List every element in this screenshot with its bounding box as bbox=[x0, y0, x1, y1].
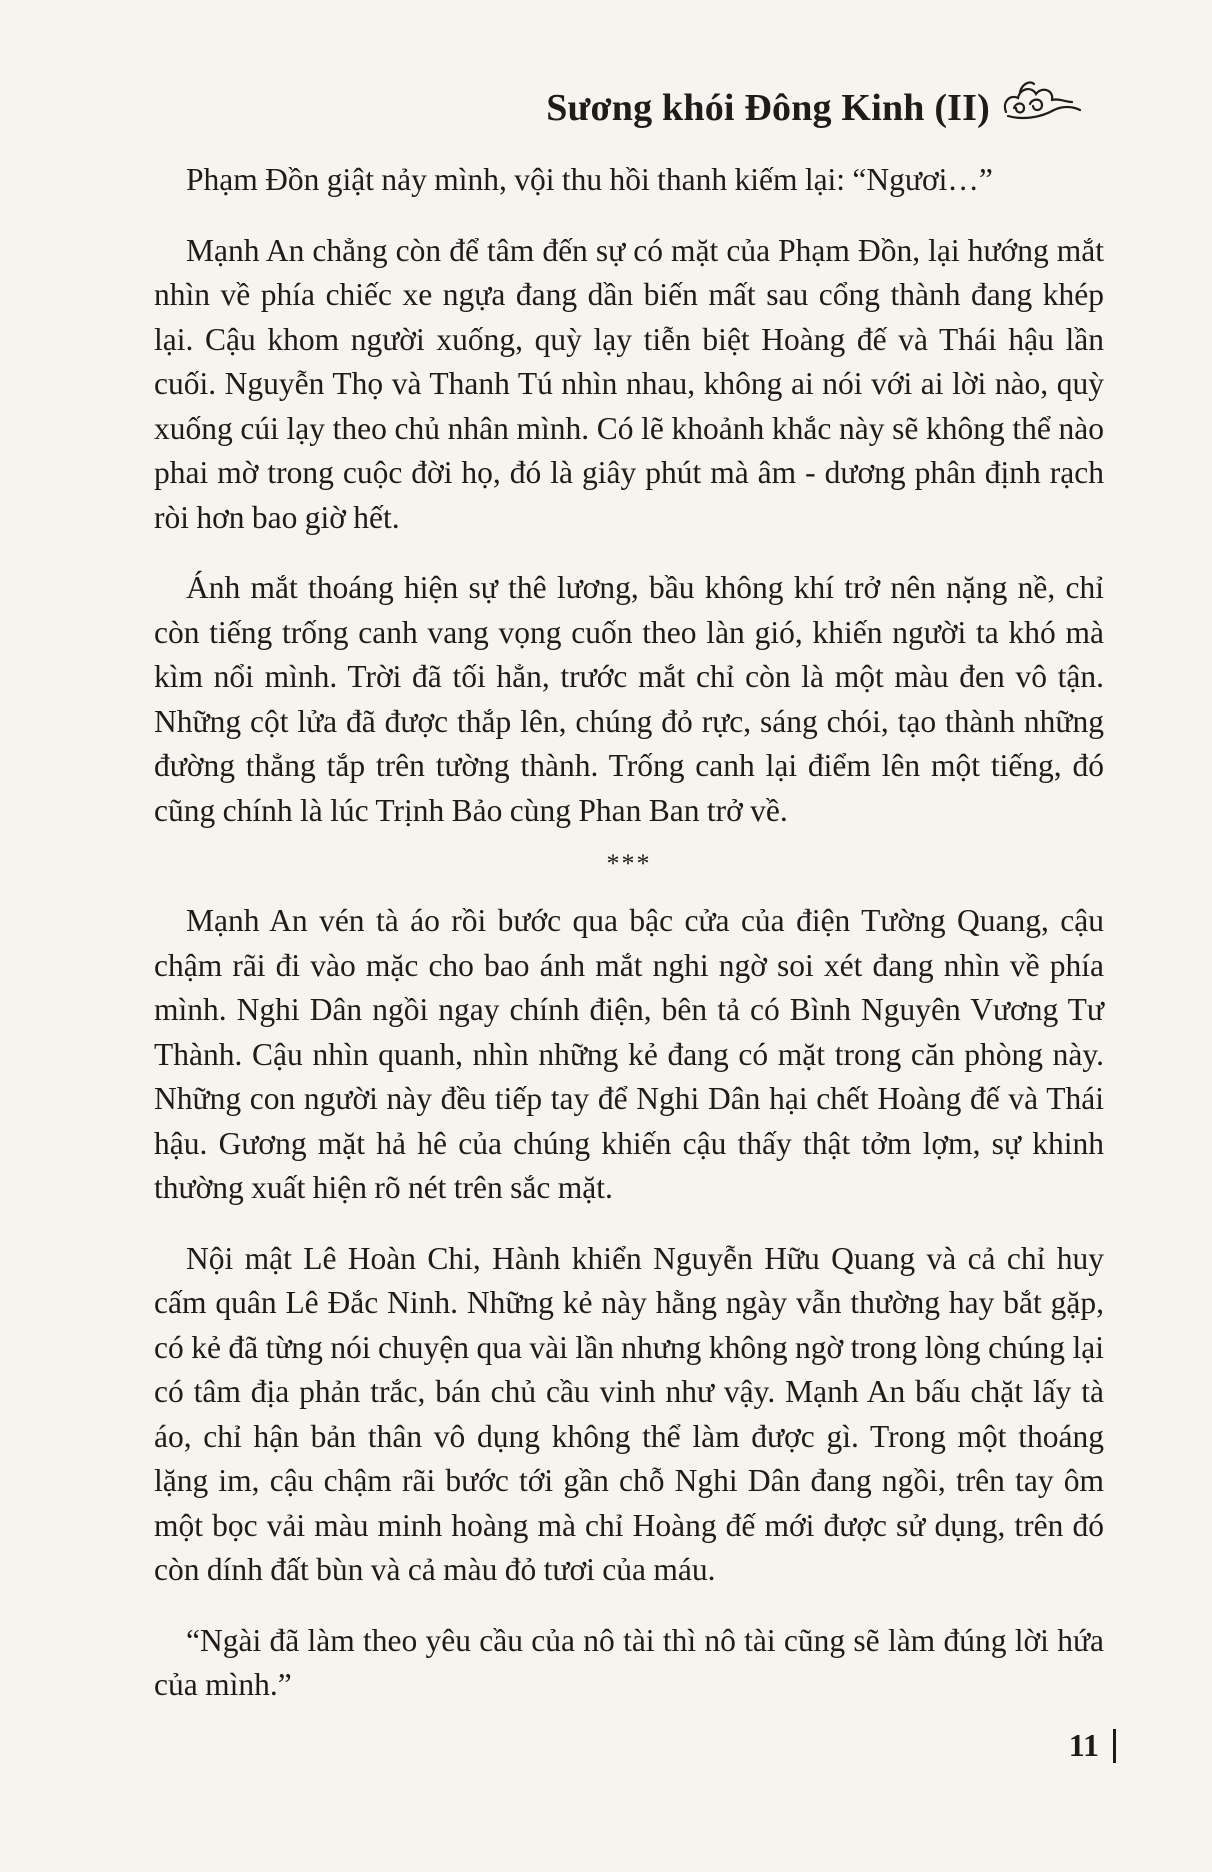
running-header bbox=[546, 86, 1084, 130]
section-separator: *** bbox=[606, 849, 652, 878]
paragraph: Nội mật Lê Hoàn Chi, Hành khiển Nguyễn Hữu Quang và cả chỉ huy cấm quân Lê Đắc Ninh. Những kẻ này hằng ngày vẫn thường hay bắt gặp, có kẻ đã từng nói chuyện qua vài lần nhưng không ngờ trong lòng chúng lại có tâm địa phản trắc, bán chủ cầu vinh như vậy. Mạnh An bấu chặt lấy tà áo, chỉ hận bản thân vô dụng không thể làm được gì. Trong một thoáng lặng im, cậu chậm rãi bước tới gần chỗ Nghi Dân đang ngồi, trên tay ôm một bọc vải màu minh hoàng mà chỉ Hoàng đế mới được sử dụng, trên đó còn dính đất bùn và cả màu đỏ tươi của máu. bbox=[154, 1240, 1104, 1587]
page-number-divider bbox=[1113, 1729, 1116, 1763]
paragraph: Phạm Đồn giật nảy mình, vội thu hồi thanh kiếm lại: “Ngươi…” bbox=[186, 162, 993, 197]
paragraph: “Ngài đã làm theo yêu cầu của nô tài thì nô tài cũng sẽ làm đúng lời hứa của mình.” bbox=[154, 1622, 1104, 1702]
cloud-flourish-icon bbox=[1000, 72, 1084, 126]
page-number-block bbox=[1069, 1727, 1116, 1764]
paragraph: Mạnh An chẳng còn để tâm đến sự có mặt của Phạm Đồn, lại hướng mắt nhìn về phía chiếc xe ngựa đang dần biến mất sau cổng thành đang khép lại. Cậu khom người xuống, quỳ lạy tiễn biệt Hoàng đế và Thái hậu lần cuối. Nguyễn Thọ và Thanh Tú nhìn nhau, không ai nói với ai lời nào, quỳ xuống cúi lạy theo chủ nhân mình. Có lẽ khoảnh khắc này sẽ không thể nào phai mờ trong cuộc đời họ, đó là giây phút mà âm - dương phân định rạch ròi hơn bao giờ hết. bbox=[154, 232, 1104, 535]
body-text bbox=[154, 158, 1104, 1734]
running-title: Sương khói Đông Kinh (II) bbox=[546, 87, 990, 129]
page-number: 11 bbox=[1068, 1727, 1099, 1763]
paragraph: Ánh mắt thoáng hiện sự thê lương, bầu không khí trở nên nặng nề, chỉ còn tiếng trống canh vang vọng cuốn theo làn gió, khiến người ta khó mà kìm nổi mình. Trời đã tối hẳn, trước mắt chỉ còn là một màu đen vô tận. Những cột lửa đã được thắp lên, chúng đỏ rực, sáng chói, tạo thành những đường thẳng tắp trên tường thành. Trống canh lại điểm lên một tiếng, đó cũng chính là lúc Trịnh Bảo cùng Phan Ban trở về. bbox=[154, 570, 1104, 828]
paragraph: Mạnh An vén tà áo rồi bước qua bậc cửa của điện Tường Quang, cậu chậm rãi đi vào mặc cho bao ánh mắt nghi ngờ soi xét đang nhìn về phía mình. Nghi Dân ngồi ngay chính điện, bên tả có Bình Nguyên Vương Tư Thành. Cậu nhìn quanh, nhìn những kẻ đang có mặt trong căn phòng này. Những con người này đều tiếp tay để Nghi Dân hại chết Hoàng đế và Thái hậu. Gương mặt hả hê của chúng khiến cậu thấy thật tởm lợm, sự khinh thường xuất hiện rõ nét trên sắc mặt. bbox=[154, 903, 1104, 1205]
